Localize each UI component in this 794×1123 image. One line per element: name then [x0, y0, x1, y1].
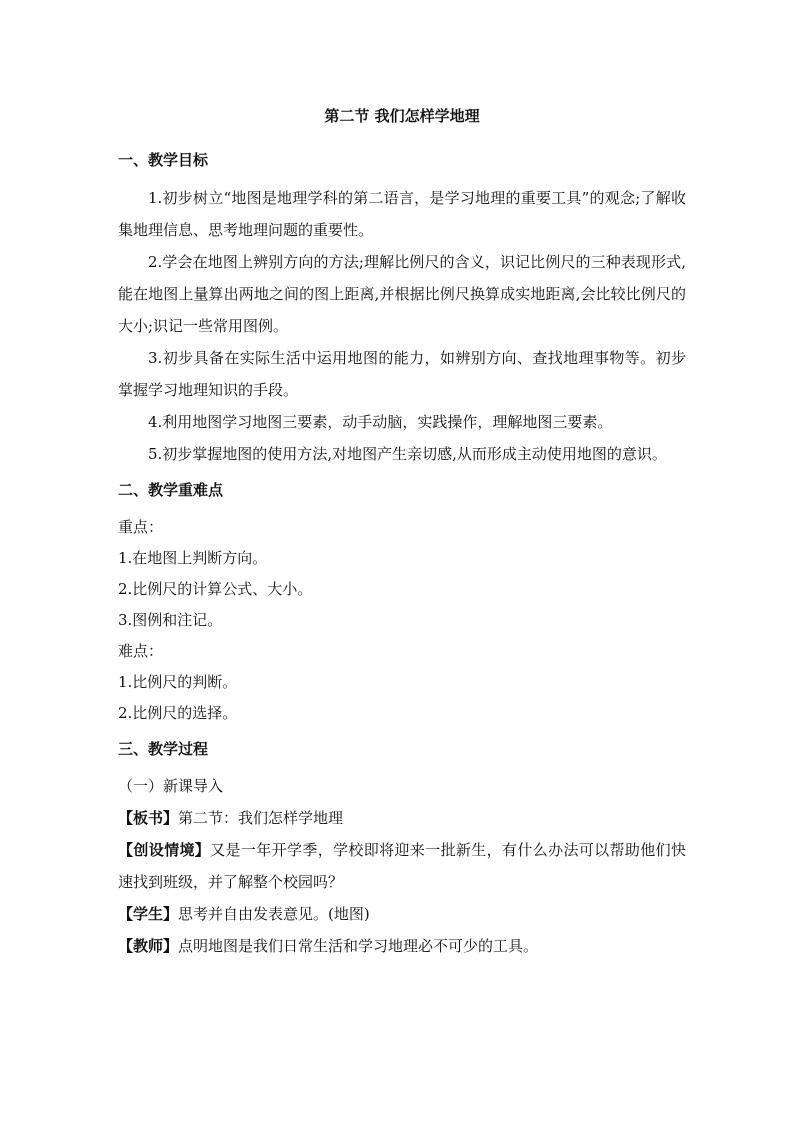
- key-point-item: 2.比例尺的计算公式、大小。: [118, 580, 313, 598]
- section-heading-key-points: 二、教学重难点: [118, 481, 224, 499]
- objective-item: 5.初步掌握地图的使用方法,对地图产生亲切感,从而形成主动使用地图的意识。: [148, 445, 667, 463]
- process-entry: [118, 898, 686, 930]
- objective-item: 3.初步具备在实际生活中运用地图的能力，如辨别方向、查找地理事物等。初步掌握学习地理知识的手段。: [118, 349, 686, 399]
- objective-item: 1.初步树立“地图是地理学科的第二语言，是学习地理的重要工具”的观念;了解收集地理信息、思考地理问题的重要性。: [118, 189, 686, 239]
- difficult-points-label: 难点：: [118, 642, 164, 660]
- document-page: [118, 96, 686, 962]
- process-entry: [118, 930, 686, 962]
- process-entry: [118, 834, 686, 898]
- entry-tag: 【学生】: [118, 905, 179, 923]
- key-points-label: 重点：: [118, 518, 164, 536]
- process-entry: [118, 802, 686, 834]
- entry-text: 点明地图是我们日常生活和学习地理必不可少的工具。: [178, 937, 539, 955]
- key-point-item: 1.在地图上判断方向。: [118, 549, 268, 567]
- section-heading-process: 三、教学过程: [118, 740, 209, 758]
- document-title: 第二节 我们怎样学地理: [324, 107, 480, 125]
- entry-tag: 【创设情境】: [118, 841, 211, 859]
- subsection-heading: （一）新课导入: [118, 777, 224, 795]
- objective-item: 4.利用地图学习地图三要素，动手动脑，实践操作，理解地图三要素。: [148, 413, 613, 431]
- entry-text: 第二节：我们怎样学地理: [178, 809, 344, 827]
- entry-text: 思考并自由发表意见。(地图): [178, 905, 370, 923]
- entry-text: 又是一年开学季，学校即将迎来一批新生，有什么办法可以帮助他们快速找到班级，并了解整个校园吗？: [118, 841, 686, 891]
- objective-item: 2.学会在地图上辨别方向的方法;理解比例尺的含义，识记比例尺的三种表现形式,能在地图上量算出两地之间的图上距离,并根据比例尺换算成实地距离,会比较比例尺的大小;识记一些常用图例。: [118, 253, 686, 335]
- key-point-item: 3.图例和注记。: [118, 611, 223, 629]
- section-heading-objectives: 一、教学目标: [118, 151, 209, 169]
- difficult-point-item: 1.比例尺的判断。: [118, 673, 238, 691]
- entry-tag: 【教师】: [118, 937, 179, 955]
- difficult-point-item: 2.比例尺的选择。: [118, 704, 238, 722]
- entry-tag: 【板书】: [118, 809, 179, 827]
